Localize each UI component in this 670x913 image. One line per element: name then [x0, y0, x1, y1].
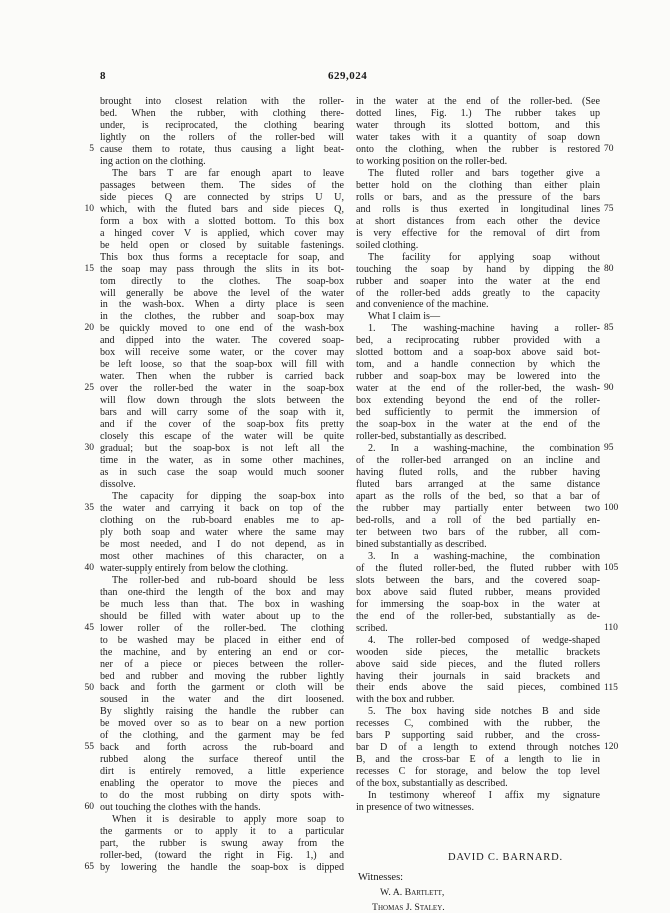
text-line: at short distances from each other the device [356, 215, 600, 227]
text-line: side pieces Q are connected by strips U U, [100, 191, 344, 203]
text-line: fluted bars arranged at the same distance [356, 479, 600, 490]
text-line: lower roller of the roller-bed. The clothing [100, 622, 344, 634]
text-line: soused in the water and the dirt loosened. [100, 694, 344, 706]
text-line: bar D of a length to extend through notches [356, 742, 600, 754]
line-number: 65 [84, 862, 94, 873]
text-line: in the wash-box. When a dirty place is seen [100, 299, 344, 311]
text-line: 5. The box having side notches B and side [368, 706, 600, 718]
text-line: box will receive some water, or the cover may [100, 347, 344, 359]
line-number: 60 [84, 802, 94, 813]
text-line: water at the end of the roller-bed, the wash- [356, 383, 600, 395]
text-line: to working position on the roller-bed. [356, 155, 508, 167]
text-line: most other machines of this character, on a [100, 550, 344, 562]
text-line: above said side pieces, and the fluted rollers [356, 658, 600, 670]
line-number: 45 [84, 622, 94, 633]
line-number: 90 [604, 383, 614, 394]
witness-name: Thomas J. Staley. [372, 902, 445, 913]
text-line: the machine, and by entering an end or cor- [100, 646, 344, 658]
line-number: 100 [604, 502, 619, 513]
page-number: 8 [100, 70, 106, 82]
line-number: 75 [604, 203, 614, 214]
line-number: 70 [604, 143, 614, 154]
line-number: 115 [604, 682, 618, 693]
text-line: should be filled with water about up to the [100, 610, 344, 622]
text-line: 2. In a washing-machine, the combination [368, 443, 600, 455]
text-line: touching the soap by hand by dipping the [356, 263, 600, 275]
text-line: back and forth across the rub-board and [100, 742, 344, 754]
text-line: ter between two bars of the rubber, all com- [356, 526, 600, 538]
text-line: of the clothing, and the garment may be fed [100, 730, 344, 742]
text-line: of the fluted roller-bed, the fluted rubber with [356, 562, 600, 574]
text-line: be held open or closed by suitable fastenings. [100, 239, 344, 251]
line-number: 80 [604, 263, 614, 274]
text-line: to do the most rubbing on dirty spots with- [100, 790, 344, 802]
text-line: rubber and soaper into the water at the end [356, 275, 600, 287]
text-line: the garments or to apply it to a particular [100, 826, 344, 838]
text-line: tom directly to the clothes. The soap-box [100, 275, 344, 287]
text-line: the soap-box in the water at the end of the [356, 419, 600, 431]
text-line: dotted lines, Fig. 1.) The rubber takes up [356, 107, 600, 119]
text-line: to be washed may be placed in either end of [100, 634, 344, 646]
text-line: bars P supporting said rubber, and the cross- [356, 730, 600, 742]
text-line: When it is desirable to apply more soap to [112, 814, 344, 826]
text-line: passages between them. The sides of the [100, 179, 344, 191]
text-line: roller-bed, substantially as described. [356, 431, 507, 443]
text-line: will flow down through the slots between the [100, 395, 344, 407]
text-line: bed sufficiently to permit the immersion of [356, 407, 600, 419]
line-number: 20 [84, 323, 94, 334]
patent-number: 629,024 [328, 70, 368, 82]
text-line: enabling the operator to move the pieces and [100, 778, 344, 790]
text-line: ing action on the clothing. [100, 155, 206, 167]
line-number: 40 [84, 562, 94, 573]
text-line: out touching the clothes with the hands. [100, 802, 261, 814]
text-line: bed, a reciprocating rubber provided with a [356, 335, 600, 347]
line-number: 120 [604, 742, 619, 753]
text-line: will generally be above the level of the water [100, 287, 344, 299]
text-line: ner of a piece or pieces between the roller- [100, 658, 344, 670]
text-line: wooden side pieces, the metallic brackets [356, 646, 600, 658]
text-line: bed. When the rubber, with clothing there- [100, 107, 344, 119]
text-line: tom, and a handle connection by which the [356, 359, 600, 371]
line-number: 30 [84, 443, 94, 454]
text-line: clothing on the rub-board enables me to ap- [100, 514, 344, 526]
text-line: bed and rubber and moving the rubber lightly [100, 670, 344, 682]
text-line: time in the water, as in some other machines, [100, 455, 344, 467]
text-line: The fluted roller and bars together give a [368, 167, 600, 179]
text-line: over the roller-bed the water in the soap-box [100, 383, 344, 395]
text-line: their ends above the said pieces, combined [356, 682, 600, 694]
text-line: rubber and soap-box may be lowered into the [356, 371, 600, 383]
text-line: of the roller-bed arranged on an incline and [356, 455, 600, 467]
text-line: for immersing the soap-box in the water at [356, 598, 600, 610]
text-line: bined substantially as described. [356, 538, 487, 550]
text-line: roller-bed, (toward the right in Fig. 1,) and [100, 850, 344, 862]
text-line: The roller-bed and rub-board should be less [112, 574, 344, 586]
text-line: with the box and rubber. [356, 694, 455, 706]
text-line: water through its slotted bottom, and this [356, 119, 600, 131]
text-line: apart as the rolls of the bed, so that a bar of [356, 490, 600, 502]
text-line: water-supply entirely from below the clothing. [100, 562, 289, 574]
text-line: 3. In a washing-machine, the combination [368, 550, 600, 562]
text-line: slotted bottom and a soap-box above said bot- [356, 347, 600, 359]
text-line: is very effective for the removal of dirt from [356, 227, 600, 239]
text-line: 1. The washing-machine having a roller- [368, 323, 600, 335]
text-line: gradual; but the soap-box is not left all the [100, 443, 344, 455]
text-line: be most needed, and I do not depend, as in [100, 538, 344, 550]
text-line: and if the cover of the soap-box fits pretty [100, 419, 344, 431]
text-line: brought into closest relation with the roller- [100, 96, 344, 107]
line-number: 25 [84, 383, 94, 394]
left-text-column [100, 96, 344, 874]
text-line: in the clothes, the rubber and soap-box may [100, 311, 344, 323]
text-line: and convenience of the machine. [356, 299, 489, 311]
witness-name: W. A. Bartlett, [380, 887, 445, 898]
text-line: back and forth the garment or cloth will be [100, 682, 344, 694]
text-line: water. Then when the rubber is carried back [100, 371, 344, 383]
line-number: 35 [84, 502, 94, 513]
text-line: which, with the fluted bars and side pieces Q, [100, 203, 344, 215]
text-line: and dipped into the water. The covered soap- [100, 335, 344, 347]
text-line: rolls or bars, and as the pressure of the bars [356, 191, 600, 203]
right-text-column [356, 96, 600, 814]
line-number: 105 [604, 562, 619, 573]
text-line: a hinged cover V is applied, which cover may [100, 227, 344, 239]
line-number: 95 [604, 443, 614, 454]
text-line: of the roller-bed adds greatly to the capacity [356, 287, 600, 299]
text-line: This box thus forms a receptacle for soap, and [100, 251, 344, 263]
text-line: In testimony whereof I affix my signature [368, 790, 600, 802]
line-number: 50 [84, 682, 94, 693]
line-number: 10 [84, 203, 94, 214]
text-line: recesses C for storage, and below the top level [356, 766, 600, 778]
text-line: as in such case the soap would much sooner [100, 467, 344, 479]
text-line: having their journals in said brackets and [356, 670, 600, 682]
line-number: 55 [84, 742, 94, 753]
text-line: be left loose, so that the soap-box will fill with [100, 359, 344, 371]
text-line: in presence of two witnesses. [356, 802, 475, 814]
text-line: cause them to rotate, thus causing a light beat- [100, 143, 344, 155]
text-line: closely this escape of the water will be quite [100, 431, 344, 443]
text-line: The capacity for dipping the soap-box into [112, 490, 344, 502]
text-line: in the water at the end of the roller-bed. (See [356, 96, 600, 107]
text-line: box above said fluted rubber, means provided [356, 586, 600, 598]
line-number: 5 [89, 143, 94, 154]
text-line: ply both soap and water where the same may [100, 526, 344, 538]
text-line: bars and will carry some of the soap with it, [100, 407, 344, 419]
text-line: form a box with a slotted bottom. To this box [100, 215, 344, 227]
text-line: What I claim is— [368, 311, 441, 323]
text-line: 4. The roller-bed composed of wedge-shaped [368, 634, 600, 646]
text-line: The facility for applying soap without [368, 251, 600, 263]
text-line: box extending beyond the end of the roller- [356, 395, 600, 407]
text-line: scribed. [356, 622, 388, 634]
text-line: having fluted rolls, and the rubber having [356, 467, 600, 479]
text-line: by lowering the handle the soap-box is dipped [100, 862, 344, 873]
text-line: the soap may pass through the slits in its bot- [100, 263, 344, 275]
text-line: recesses C, combined with the rubber, the [356, 718, 600, 730]
text-line: soiled clothing. [356, 239, 419, 251]
text-line: the rubber may partially enter between two [356, 502, 600, 514]
line-number: 85 [604, 323, 614, 334]
witnesses-label: Witnesses: [358, 872, 404, 883]
line-number: 15 [84, 263, 94, 274]
text-line: under, is reciprocated, the clothing bearing [100, 119, 344, 131]
text-line: be moved over so as to bear on a new portion [100, 718, 344, 730]
text-line: better hold on the clothing than either plain [356, 179, 600, 191]
text-line: dissolve. [100, 479, 136, 490]
text-line: dirt is entirely removed, a little experience [100, 766, 344, 778]
inventor-signature: DAVID C. BARNARD. [448, 852, 563, 863]
line-number: 110 [604, 622, 618, 633]
text-line: and rolls is thus exerted in longitudinal lines [356, 203, 600, 215]
text-line: water takes with it a quantity of soap down [356, 131, 600, 143]
text-line: of the box, substantially as described. [356, 778, 508, 790]
text-line: the water and carrying it back on top of the [100, 502, 344, 514]
text-line: the end of the roller-bed, substantially as de- [356, 610, 600, 622]
text-line: The bars T are far enough apart to leave [112, 167, 344, 179]
text-line: be quickly moved to one end of the wash-box [100, 323, 344, 335]
text-line: bed-rolls, and a roll of the bed partially en- [356, 514, 600, 526]
text-line: slots between the bars, and the covered soap- [356, 574, 600, 586]
text-line: be much less than that. The box in washing [100, 598, 344, 610]
text-line: than one-third the length of the box and may [100, 586, 344, 598]
text-line: lightly on the rollers of the roller-bed will [100, 131, 344, 143]
text-line: rubbed along the surface thereof until the [100, 754, 344, 766]
text-line: onto the clothing, when the rubber is restored [356, 143, 600, 155]
text-line: part, the rubber is swung away from the [100, 838, 344, 850]
text-line: By slightly raising the handle the rubber can [100, 706, 344, 718]
text-line: B, and the cross-bar E of a length to lie in [356, 754, 600, 766]
